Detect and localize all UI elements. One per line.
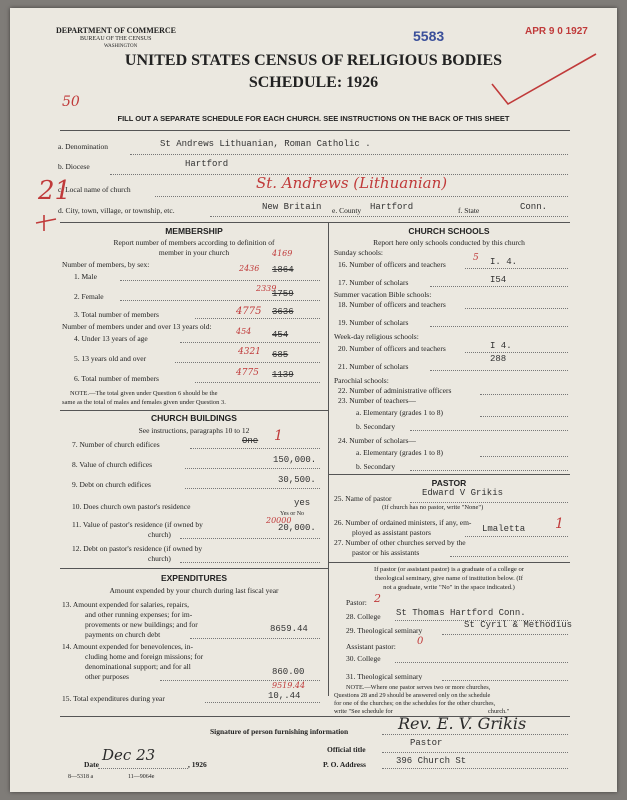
q1-label: 1. Male <box>74 272 97 281</box>
q10-label: 10. Does church own pastor's residence <box>72 502 191 511</box>
label-local-name: c. Local name of church <box>58 185 131 194</box>
q26-hand: 1 <box>555 516 564 532</box>
q17-value: I54 <box>490 275 507 285</box>
pastor-note-4: write "See schedule for <box>334 708 393 715</box>
official-title-value: Pastor <box>410 738 443 748</box>
q8-label: 8. Value of church edifices <box>72 460 153 469</box>
cross-mark-icon <box>30 213 60 233</box>
q2-label: 2. Female <box>74 292 104 301</box>
official-title-label: Official title <box>327 745 366 754</box>
date-value: Dec 23 <box>102 746 156 764</box>
schedule-number: 5583 <box>413 28 445 44</box>
q29-value: St Cyril & Methodius <box>464 620 573 630</box>
q13-label-c: provements or new buildings; and for <box>85 620 198 629</box>
q13-label-d: payments on church debt <box>85 630 161 639</box>
q6-typed: 1139 <box>272 370 294 380</box>
buildings-title: CHURCH BUILDINGS <box>151 413 237 423</box>
label-city: d. City, town, village, or township, etc. <box>58 206 175 215</box>
form-number-2: 11—9064e <box>128 774 155 780</box>
q7-label: 7. Number of church edifices <box>72 440 160 449</box>
q19-label: 19. Number of scholars <box>338 318 409 327</box>
parochial-heading: Parochial schools: <box>334 376 389 385</box>
pastor-note-5: church." <box>488 708 510 715</box>
q13-label-a: 13. Amount expended for salaries, repairs, <box>62 600 190 609</box>
q25-label: 25. Name of pastor <box>334 494 392 503</box>
signature-label: Signature of person furnishing information <box>210 727 349 736</box>
q23b-label: b. Secondary <box>356 422 396 431</box>
q3-typed: 3636 <box>272 307 294 317</box>
value-city: New Britain <box>262 202 322 212</box>
q21-label: 21. Number of scholars <box>338 362 409 371</box>
q9-value: 30,500. <box>278 475 316 485</box>
label-diocese: b. Diocese <box>58 162 90 171</box>
q13-value: 8659.44 <box>270 624 308 634</box>
q23a-label: a. Elementary (grades 1 to 8) <box>356 408 444 417</box>
weekday-heading: Week-day religious schools: <box>334 332 419 341</box>
membership-sex-heading: Number of members, by sex: <box>62 260 150 269</box>
q21-value: 288 <box>490 354 507 364</box>
expenditures-intro: Amount expended by your church during last fiscal year <box>109 586 279 595</box>
dept-name: DEPARTMENT OF COMMERCE <box>56 26 177 35</box>
q27-label-a: 27. Number of other churches served by the <box>334 538 466 547</box>
value-county: Hartford <box>370 202 414 212</box>
q15-typed: 10,.44 <box>268 691 301 701</box>
q5-hand: 4321 <box>238 347 261 357</box>
membership-note-1: NOTE.—The total given under Question 6 should be the <box>70 390 218 397</box>
q23-label: 23. Number of teachers— <box>338 396 416 405</box>
q31-label: 31. Theological seminary <box>346 672 423 681</box>
margin-mark: 21 <box>38 176 72 206</box>
q7-typed: One <box>242 436 259 446</box>
assistant-hand: 0 <box>417 636 424 647</box>
q27-label-b: pastor or his assistants <box>352 548 420 557</box>
membership-intro-2: member in your church <box>158 248 230 257</box>
q12-label-b: church) <box>148 554 171 563</box>
q25-note: (If church has no pastor, write "None") <box>382 504 484 511</box>
q7-hand: 1 <box>274 428 283 444</box>
pastor-subheading: Pastor: <box>346 598 367 607</box>
q28-label: 28. College <box>346 612 381 621</box>
label-county: e. County <box>332 206 362 215</box>
membership-age-heading: Number of members under and over 13 years old: <box>62 322 212 331</box>
q26-label-b: ployed as assistant pastors <box>352 528 431 537</box>
q6-hand: 4775 <box>236 368 259 378</box>
q20-value: I 4. <box>490 341 512 351</box>
q25-value: Edward V Grikis <box>422 488 504 498</box>
pastor-note-3: for one of the churches; on the schedules for the other churches, <box>334 700 496 707</box>
grad-note-3: not a graduate, write "No" in the space indicated.) <box>383 584 515 591</box>
summer-heading: Summer vacation Bible schools: <box>334 290 432 299</box>
membership-intro-1: Report number of members according to definition of <box>113 238 275 247</box>
pastor-title: PASTOR <box>431 478 467 488</box>
bureau-name: BUREAU OF THE CENSUS <box>80 36 152 42</box>
grad-note-1: If pastor (or assistant pastor) is a graduate of a college or <box>374 566 524 573</box>
q28-value: St Thomas Hartford Conn. <box>396 608 526 618</box>
q1-typed: 1864 <box>272 265 294 275</box>
q11-label-b: church) <box>148 530 171 539</box>
q6-label: 6. Total number of members <box>74 374 159 383</box>
q26-value: Lmaletta <box>482 524 526 534</box>
q16-hand: 5 <box>473 253 479 263</box>
signature-value: Rev. E. V. Grikis <box>398 714 527 733</box>
form-instruction: FILL OUT A SEPARATE SCHEDULE FOR EACH CHURCH. SEE INSTRUCTIONS ON THE BACK OF THIS SHEET <box>117 114 510 123</box>
q24b-label: b. Secondary <box>356 462 396 471</box>
form-number: 8—5318 a <box>68 774 94 780</box>
q11-label-a: 11. Value of pastor's residence (if owned by <box>72 520 203 529</box>
q18-label: 18. Number of officers and teachers <box>338 300 446 309</box>
q15-value: 9519.44 <box>272 681 306 690</box>
q8-value: 150,000. <box>273 455 317 465</box>
value-diocese: Hartford <box>185 159 229 169</box>
q16-label: 16. Number of officers and teachers <box>338 260 446 269</box>
q15-label: 15. Total expenditures during year <box>62 694 165 703</box>
q26-label-a: 26. Number of ordained ministers, if any, em- <box>334 518 472 527</box>
expenditures-title: EXPENDITURES <box>160 573 228 583</box>
membership-title: MEMBERSHIP <box>165 226 223 236</box>
city-name: WASHINGTON <box>104 44 138 49</box>
buildings-see: See instructions, paragraphs 10 to 12 <box>138 426 250 435</box>
q17-label: 17. Number of scholars <box>338 278 409 287</box>
pastor-note-2: Questions 28 and 29 should be answered only on the schedule <box>334 692 491 699</box>
assistant-subheading: Assistant pastor: <box>346 642 396 651</box>
value-state: Conn. <box>520 202 548 212</box>
membership-note-2: same as the total of males and females given under Question 3. <box>62 399 226 406</box>
sunday-heading: Sunday schools: <box>334 248 383 257</box>
q20-label: 20. Number of officers and teachers <box>338 344 446 353</box>
address-label: P. O. Address <box>323 760 366 769</box>
margin-note: 50 <box>62 94 80 110</box>
q1-hand: 2436 <box>239 264 260 273</box>
label-denomination: a. Denomination <box>58 142 108 151</box>
yes-no-hint: Yes or No <box>280 511 305 517</box>
q11-value: 20,000. <box>278 523 316 533</box>
schools-intro: Report here only schools conducted by this church <box>373 238 525 247</box>
q4-label: 4. Under 13 years of age <box>74 334 148 343</box>
address-value: 396 Church St <box>396 756 467 766</box>
label-state: f. State <box>458 206 480 215</box>
q10-value: yes <box>294 498 311 508</box>
q2-hand: 2339 <box>256 284 277 293</box>
pastor-note-1: NOTE.—Where one pastor serves two or more churches, <box>346 684 491 691</box>
q13-label-b: and other running expenses; for im- <box>85 610 193 619</box>
form-schedule: SCHEDULE: 1926 <box>248 74 379 91</box>
date-label: Date <box>84 760 99 769</box>
q22-label: 22. Number of administrative officers <box>338 386 452 395</box>
q2-typed: 1759 <box>272 289 294 299</box>
q14-label-c: denominational support; and for all <box>85 662 191 671</box>
schools-title: CHURCH SCHOOLS <box>408 226 490 236</box>
q14-label-d: other purposes <box>85 672 129 681</box>
census-schedule-sheet <box>10 8 617 792</box>
q4-hand: 454 <box>236 327 252 336</box>
q12-label-a: 12. Debt on pastor's residence (if owned by <box>72 544 203 553</box>
q3-label: 3. Total number of members <box>74 310 159 319</box>
received-stamp: APR 9 0 1927 <box>525 26 588 37</box>
pastor-hand: 2 <box>374 592 381 605</box>
q4-typed: 454 <box>272 330 289 340</box>
q5-label: 5. 13 years old and over <box>74 354 147 363</box>
value-denomination: St Andrews Lithuanian, Roman Catholic . <box>160 139 371 149</box>
q30-label: 30. College <box>346 654 381 663</box>
grad-note-2: theological seminary, give name of institution below. (If <box>374 575 523 582</box>
q16-value: I. 4. <box>490 257 518 267</box>
q9-label: 9. Debt on church edifices <box>72 480 151 489</box>
q14-value: 860.00 <box>272 667 305 677</box>
q24-label: 24. Number of scholars— <box>338 436 416 445</box>
q29-label: 29. Theological seminary <box>346 626 423 635</box>
q11-hand: 20000 <box>266 516 292 525</box>
q14-label-b: cluding home and foreign missions; for <box>85 652 204 661</box>
value-local-name: St. Andrews (Lithuanian) <box>256 174 448 192</box>
q5-typed: 685 <box>272 350 289 360</box>
form-title: UNITED STATES CENSUS OF RELIGIOUS BODIES <box>124 52 503 69</box>
q14-label-a: 14. Amount expended for benevolences, in- <box>62 642 194 651</box>
q1-hand-alt: 4169 <box>272 249 293 258</box>
date-year: , 1926 <box>188 760 207 769</box>
q3-hand: 4775 <box>236 306 262 317</box>
q24a-label: a. Elementary (grades 1 to 8) <box>356 448 444 457</box>
